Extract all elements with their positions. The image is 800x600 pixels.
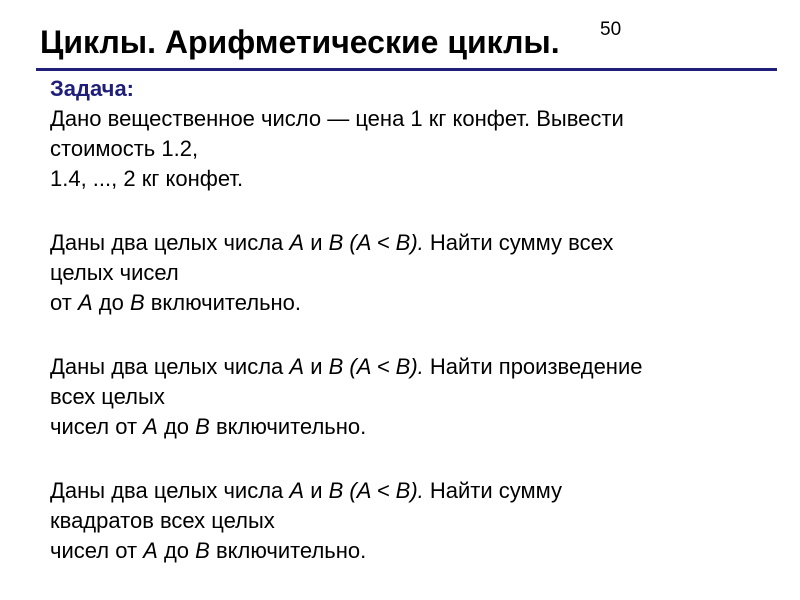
text: Найти произведение <box>423 354 643 379</box>
spacer <box>50 442 785 476</box>
spacer <box>50 194 785 228</box>
text: до <box>157 414 196 439</box>
task-4 <box>50 476 785 566</box>
task-2-line-2: целых чисел <box>50 260 179 285</box>
task-2 <box>50 228 785 318</box>
text: от <box>50 290 78 315</box>
variable-a: A <box>289 478 305 503</box>
task-1 <box>50 104 785 194</box>
task-3 <box>50 352 785 442</box>
text: Найти сумму <box>423 478 563 503</box>
page-number: 50 <box>600 19 622 40</box>
task-label: Задача: <box>50 76 135 101</box>
variable-a: A <box>143 538 158 563</box>
task-1-line-1: Дано вещественное число — цена 1 кг конфет. Вывести <box>50 106 624 131</box>
text: и <box>304 354 329 379</box>
task-2-line-3 <box>50 288 785 318</box>
text: включительно. <box>209 414 367 439</box>
text: до <box>157 538 196 563</box>
text: Даны два целых числа <box>50 354 290 379</box>
variable-b: B <box>129 290 145 315</box>
variable-a: A <box>289 354 305 379</box>
task-1-line-3: 1.4, ..., 2 кг конфет. <box>50 166 244 191</box>
variable-b: B <box>195 414 210 439</box>
condition: (A < B). <box>349 354 424 379</box>
task-4-line-3 <box>50 536 785 566</box>
task-1-line-2: стоимость 1.2, <box>50 136 199 161</box>
variable-b: B <box>328 478 344 503</box>
text: включительно. <box>144 290 302 315</box>
title-divider <box>36 68 777 71</box>
task-3-line-2: всех целых <box>50 384 165 409</box>
task-4-line-2: квадратов всех целых <box>50 508 275 533</box>
text: Даны два целых числа <box>50 478 290 503</box>
variable-b: B <box>195 538 210 563</box>
variable-a: A <box>143 414 158 439</box>
text: и <box>304 478 329 503</box>
condition: (A < B). <box>349 230 424 255</box>
text: Найти сумму всех <box>423 230 614 255</box>
task-3-line-1 <box>50 352 785 382</box>
text: включительно. <box>209 538 367 563</box>
variable-a: A <box>289 230 305 255</box>
task-2-line-1 <box>50 228 785 258</box>
variable-b: B <box>328 354 344 379</box>
slide-content <box>50 74 785 566</box>
slide-title: Циклы. Арифметические циклы. <box>40 24 560 60</box>
variable-a: A <box>77 290 93 315</box>
task-3-line-3 <box>50 412 785 442</box>
text: чисел от <box>50 538 144 563</box>
text: до <box>92 290 130 315</box>
task-4-line-1 <box>50 476 785 506</box>
text: и <box>304 230 329 255</box>
text: Даны два целых числа <box>50 230 290 255</box>
text: чисел от <box>50 414 144 439</box>
variable-b: B <box>328 230 344 255</box>
spacer <box>50 318 785 352</box>
condition: (A < B). <box>349 478 424 503</box>
